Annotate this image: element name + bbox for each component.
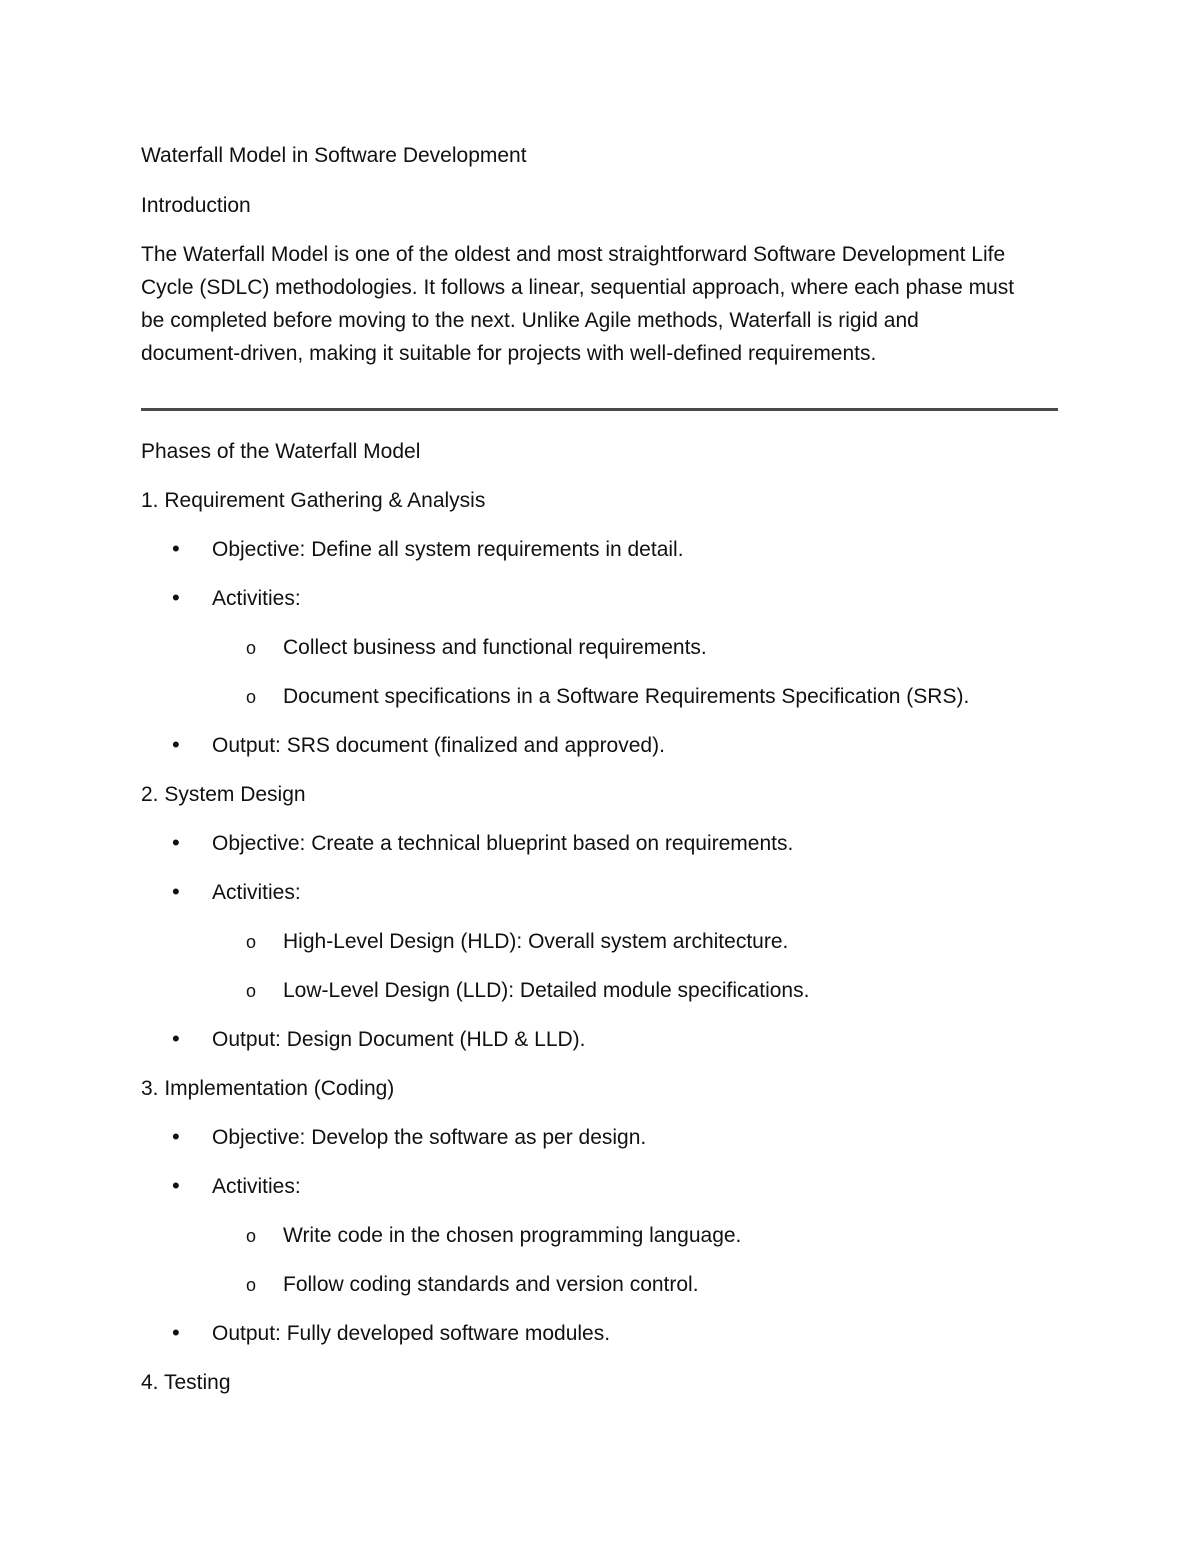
sub-bullet-icon: o: [246, 638, 257, 658]
phase-output: Output: Fully developed software modules.: [212, 1322, 611, 1345]
phase-activity: Write code in the chosen programming language.: [283, 1224, 742, 1247]
phase-activity: Follow coding standards and version control.: [283, 1273, 699, 1296]
phase-title: 1. Requirement Gathering & Analysis: [141, 489, 486, 512]
sub-bullet-icon: o: [246, 1275, 257, 1295]
bullet-icon: •: [172, 1124, 180, 1149]
intro-line: document-driven, making it suitable for projects with well-defined requirements.: [141, 342, 877, 365]
sub-bullet-icon: o: [246, 981, 257, 1001]
phase-activity: Low-Level Design (LLD): Detailed module specifications.: [283, 979, 810, 1002]
horizontal-rule: [141, 408, 1058, 411]
phase-title: 2. System Design: [141, 783, 306, 806]
bullet-icon: •: [172, 830, 180, 855]
intro-line: Cycle (SDLC) methodologies. It follows a linear, sequential approach, where each phase must: [141, 276, 1015, 299]
bullet-icon: •: [172, 1026, 180, 1051]
intro-heading: Introduction: [141, 194, 251, 217]
phase-activities-label: Activities:: [212, 1175, 301, 1198]
phase-title: 4. Testing: [141, 1371, 231, 1394]
sub-bullet-icon: o: [246, 932, 257, 952]
phase-title: 3. Implementation (Coding): [141, 1077, 395, 1100]
bullet-icon: •: [172, 1173, 180, 1198]
phase-objective: Objective: Create a technical blueprint based on requirements.: [212, 832, 794, 855]
phase-activities-label: Activities:: [212, 587, 301, 610]
sub-bullet-icon: o: [246, 1226, 257, 1246]
phase-output: Output: SRS document (finalized and approved).: [212, 734, 665, 757]
phase-objective: Objective: Develop the software as per design.: [212, 1126, 647, 1149]
bullet-icon: •: [172, 1320, 180, 1345]
bullet-icon: •: [172, 732, 180, 757]
phase-activity: Document specifications in a Software Requirements Specification (SRS).: [283, 685, 970, 708]
phases-heading: Phases of the Waterfall Model: [141, 440, 421, 463]
intro-line: be completed before moving to the next. Unlike Agile methods, Waterfall is rigid and: [141, 309, 919, 332]
phase-activities-label: Activities:: [212, 881, 301, 904]
sub-bullet-icon: o: [246, 687, 257, 707]
intro-paragraph: [141, 238, 1066, 370]
bullet-icon: •: [172, 536, 180, 561]
document-title: Waterfall Model in Software Development: [141, 144, 527, 167]
intro-line: The Waterfall Model is one of the oldest and most straightforward Software Development Life: [141, 243, 1006, 266]
phase-objective: Objective: Define all system requirements in detail.: [212, 538, 684, 561]
phase-activity: High-Level Design (HLD): Overall system architecture.: [283, 930, 789, 953]
phase-output: Output: Design Document (HLD & LLD).: [212, 1028, 586, 1051]
bullet-icon: •: [172, 879, 180, 904]
phase-activity: Collect business and functional requirements.: [283, 636, 707, 659]
bullet-icon: •: [172, 585, 180, 610]
